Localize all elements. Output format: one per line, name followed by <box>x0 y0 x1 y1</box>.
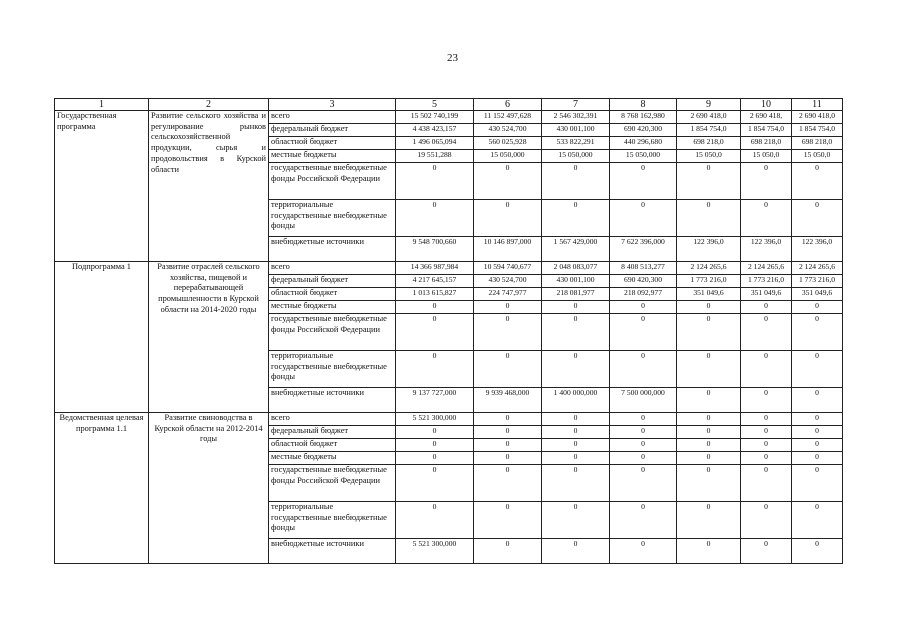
funding-source-cell: федеральный бюджет <box>269 426 396 439</box>
value-cell: 0 <box>792 301 843 314</box>
value-cell: 10 594 740,677 <box>474 262 542 275</box>
value-cell: 0 <box>677 351 741 388</box>
value-cell: 0 <box>677 465 741 502</box>
funding-source-cell: внебюджетные источники <box>269 539 396 564</box>
value-cell: 15 050,0 <box>741 150 792 163</box>
value-cell: 0 <box>792 539 843 564</box>
value-cell: 351 049,6 <box>677 288 741 301</box>
value-cell: 1 496 065,094 <box>396 137 474 150</box>
value-cell: 15 050,000 <box>610 150 677 163</box>
value-cell: 0 <box>741 426 792 439</box>
value-cell: 10 146 897,000 <box>474 237 542 262</box>
value-cell: 2 690 418, <box>741 111 792 124</box>
funding-source-cell: областной бюджет <box>269 288 396 301</box>
value-cell: 0 <box>610 539 677 564</box>
value-cell: 1 400 000,000 <box>542 388 610 413</box>
funding-source-cell: местные бюджеты <box>269 452 396 465</box>
header-row <box>55 99 843 111</box>
value-cell: 0 <box>677 388 741 413</box>
value-cell: 0 <box>677 539 741 564</box>
value-cell: 5 521 300,000 <box>396 413 474 426</box>
funding-source-cell: местные бюджеты <box>269 301 396 314</box>
value-cell: 0 <box>542 539 610 564</box>
value-cell: 0 <box>677 200 741 237</box>
value-cell: 351 049,6 <box>792 288 843 301</box>
value-cell: 698 218,0 <box>792 137 843 150</box>
value-cell: 0 <box>474 351 542 388</box>
value-cell: 440 296,680 <box>610 137 677 150</box>
value-cell: 4 217 645,157 <box>396 275 474 288</box>
value-cell: 0 <box>741 465 792 502</box>
value-cell: 0 <box>542 301 610 314</box>
value-cell: 8 768 162,980 <box>610 111 677 124</box>
value-cell: 0 <box>741 163 792 200</box>
value-cell: 0 <box>542 439 610 452</box>
funding-source-cell: территориальные государственные внебюджетные фонды <box>269 351 396 388</box>
header-cell: 10 <box>741 99 792 111</box>
funding-source-cell: территориальные государственные внебюджетные фонды <box>269 200 396 237</box>
value-cell: 0 <box>542 200 610 237</box>
value-cell: 0 <box>741 351 792 388</box>
value-cell: 0 <box>741 439 792 452</box>
value-cell: 0 <box>792 413 843 426</box>
funding-source-cell: внебюджетные источники <box>269 237 396 262</box>
value-cell: 218 092,977 <box>610 288 677 301</box>
value-cell: 0 <box>610 439 677 452</box>
program-level-cell: Подпрограмма 1 <box>55 262 149 413</box>
value-cell: 1 013 615,827 <box>396 288 474 301</box>
value-cell: 0 <box>610 502 677 539</box>
header-cell: 11 <box>792 99 843 111</box>
program-level-cell: Государственная программа <box>55 111 149 262</box>
header-cell: 6 <box>474 99 542 111</box>
value-cell: 0 <box>741 301 792 314</box>
value-cell: 0 <box>610 413 677 426</box>
funding-source-cell: федеральный бюджет <box>269 275 396 288</box>
table-row <box>55 262 843 275</box>
value-cell: 122 396,0 <box>677 237 741 262</box>
value-cell: 698 218,0 <box>741 137 792 150</box>
value-cell: 15 050,000 <box>474 150 542 163</box>
value-cell: 0 <box>792 163 843 200</box>
value-cell: 1 773 216,0 <box>677 275 741 288</box>
value-cell: 0 <box>542 351 610 388</box>
header-cell: 8 <box>610 99 677 111</box>
value-cell: 690 420,300 <box>610 275 677 288</box>
value-cell: 9 137 727,000 <box>396 388 474 413</box>
program-name-cell: Развитие отраслей сельского хозяйства, пищевой и перерабатывающей промышленности в Курской области на 2014-2020 годы <box>149 262 269 413</box>
value-cell: 122 396,0 <box>792 237 843 262</box>
value-cell: 0 <box>741 539 792 564</box>
value-cell: 0 <box>396 426 474 439</box>
value-cell: 0 <box>542 465 610 502</box>
value-cell: 0 <box>542 452 610 465</box>
funding-source-cell: государственные внебюджетные фонды Российской Федерации <box>269 314 396 351</box>
value-cell: 1 854 754,0 <box>741 124 792 137</box>
value-cell: 2 124 265,6 <box>741 262 792 275</box>
value-cell: 9 548 700,660 <box>396 237 474 262</box>
value-cell: 351 049,6 <box>741 288 792 301</box>
value-cell: 0 <box>792 439 843 452</box>
value-cell: 15 050,0 <box>677 150 741 163</box>
value-cell: 0 <box>792 452 843 465</box>
value-cell: 0 <box>741 502 792 539</box>
value-cell: 0 <box>610 200 677 237</box>
value-cell: 0 <box>396 439 474 452</box>
value-cell: 15 050,0 <box>792 150 843 163</box>
value-cell: 19 551,288 <box>396 150 474 163</box>
value-cell: 1 854 754,0 <box>792 124 843 137</box>
value-cell: 430 524,700 <box>474 124 542 137</box>
value-cell: 0 <box>792 351 843 388</box>
funding-source-cell: местные бюджеты <box>269 150 396 163</box>
value-cell: 0 <box>474 301 542 314</box>
header-cell: 7 <box>542 99 610 111</box>
value-cell: 430 524,700 <box>474 275 542 288</box>
header-cell: 9 <box>677 99 741 111</box>
value-cell: 0 <box>792 426 843 439</box>
value-cell: 122 396,0 <box>741 237 792 262</box>
value-cell: 0 <box>396 465 474 502</box>
value-cell: 11 152 497,628 <box>474 111 542 124</box>
value-cell: 0 <box>542 413 610 426</box>
value-cell: 2 124 265,6 <box>792 262 843 275</box>
budget-table <box>54 98 843 564</box>
header-cell: 2 <box>149 99 269 111</box>
value-cell: 0 <box>677 502 741 539</box>
funding-source-cell: областной бюджет <box>269 137 396 150</box>
value-cell: 0 <box>610 314 677 351</box>
value-cell: 0 <box>610 301 677 314</box>
value-cell: 0 <box>474 413 542 426</box>
value-cell: 0 <box>741 200 792 237</box>
value-cell: 15 050,000 <box>542 150 610 163</box>
value-cell: 690 420,300 <box>610 124 677 137</box>
funding-source-cell: внебюджетные источники <box>269 388 396 413</box>
value-cell: 533 822,291 <box>542 137 610 150</box>
value-cell: 0 <box>677 452 741 465</box>
value-cell: 0 <box>474 502 542 539</box>
value-cell: 0 <box>610 426 677 439</box>
value-cell: 0 <box>474 426 542 439</box>
value-cell: 430 001,100 <box>542 275 610 288</box>
value-cell: 0 <box>741 388 792 413</box>
value-cell: 0 <box>396 502 474 539</box>
funding-source-cell: федеральный бюджет <box>269 124 396 137</box>
value-cell: 0 <box>677 426 741 439</box>
header-cell: 5 <box>396 99 474 111</box>
funding-source-cell: всего <box>269 111 396 124</box>
program-level-cell: Ведомственная целевая программа 1.1 <box>55 413 149 564</box>
value-cell: 1 567 429,000 <box>542 237 610 262</box>
value-cell: 0 <box>396 301 474 314</box>
value-cell: 0 <box>677 439 741 452</box>
page-number: 23 <box>447 52 458 64</box>
value-cell: 2 124 265,6 <box>677 262 741 275</box>
value-cell: 0 <box>542 502 610 539</box>
value-cell: 0 <box>792 502 843 539</box>
value-cell: 0 <box>474 452 542 465</box>
value-cell: 0 <box>792 314 843 351</box>
value-cell: 0 <box>741 314 792 351</box>
value-cell: 4 438 423,157 <box>396 124 474 137</box>
value-cell: 2 546 302,391 <box>542 111 610 124</box>
value-cell: 1 773 216,0 <box>792 275 843 288</box>
value-cell: 1 773 216,0 <box>741 275 792 288</box>
value-cell: 0 <box>474 200 542 237</box>
value-cell: 0 <box>474 163 542 200</box>
value-cell: 0 <box>542 426 610 439</box>
value-cell: 0 <box>610 452 677 465</box>
value-cell: 0 <box>474 314 542 351</box>
funding-source-cell: территориальные государственные внебюджетные фонды <box>269 502 396 539</box>
value-cell: 5 521 300,000 <box>396 539 474 564</box>
value-cell: 0 <box>542 163 610 200</box>
value-cell: 0 <box>542 314 610 351</box>
header-cell: 3 <box>269 99 396 111</box>
value-cell: 2 690 418,0 <box>677 111 741 124</box>
value-cell: 0 <box>741 413 792 426</box>
value-cell: 8 408 513,277 <box>610 262 677 275</box>
value-cell: 0 <box>396 351 474 388</box>
value-cell: 0 <box>396 163 474 200</box>
header-cell: 1 <box>55 99 149 111</box>
value-cell: 1 854 754,0 <box>677 124 741 137</box>
value-cell: 15 502 740,199 <box>396 111 474 124</box>
funding-source-cell: всего <box>269 262 396 275</box>
value-cell: 0 <box>677 314 741 351</box>
value-cell: 0 <box>792 388 843 413</box>
funding-source-cell: областной бюджет <box>269 439 396 452</box>
value-cell: 0 <box>396 452 474 465</box>
value-cell: 0 <box>792 465 843 502</box>
table-row <box>55 413 843 426</box>
program-name-cell: Развитие сельского хозяйства и регулирование рынков сельскохозяйственной продукции, сырья и продовольствия в Курской области <box>149 111 269 262</box>
value-cell: 0 <box>677 301 741 314</box>
value-cell: 224 747,977 <box>474 288 542 301</box>
value-cell: 2 690 418,0 <box>792 111 843 124</box>
funding-source-cell: всего <box>269 413 396 426</box>
value-cell: 0 <box>677 413 741 426</box>
value-cell: 560 025,928 <box>474 137 542 150</box>
value-cell: 2 048 083,077 <box>542 262 610 275</box>
value-cell: 0 <box>474 465 542 502</box>
value-cell: 218 081,977 <box>542 288 610 301</box>
value-cell: 0 <box>677 163 741 200</box>
value-cell: 0 <box>610 351 677 388</box>
value-cell: 0 <box>741 452 792 465</box>
funding-source-cell: государственные внебюджетные фонды Российской Федерации <box>269 465 396 502</box>
program-name-cell: Развитие свиноводства в Курской области на 2012-2014 годы <box>149 413 269 564</box>
value-cell: 14 366 987,984 <box>396 262 474 275</box>
value-cell: 9 939 468,000 <box>474 388 542 413</box>
value-cell: 0 <box>792 200 843 237</box>
value-cell: 0 <box>610 163 677 200</box>
value-cell: 0 <box>396 314 474 351</box>
value-cell: 7 622 396,000 <box>610 237 677 262</box>
value-cell: 0 <box>474 539 542 564</box>
value-cell: 430 001,100 <box>542 124 610 137</box>
value-cell: 0 <box>396 200 474 237</box>
value-cell: 0 <box>610 465 677 502</box>
value-cell: 7 500 000,000 <box>610 388 677 413</box>
table-row <box>55 111 843 124</box>
funding-source-cell: государственные внебюджетные фонды Российской Федерации <box>269 163 396 200</box>
value-cell: 698 218,0 <box>677 137 741 150</box>
value-cell: 0 <box>474 439 542 452</box>
